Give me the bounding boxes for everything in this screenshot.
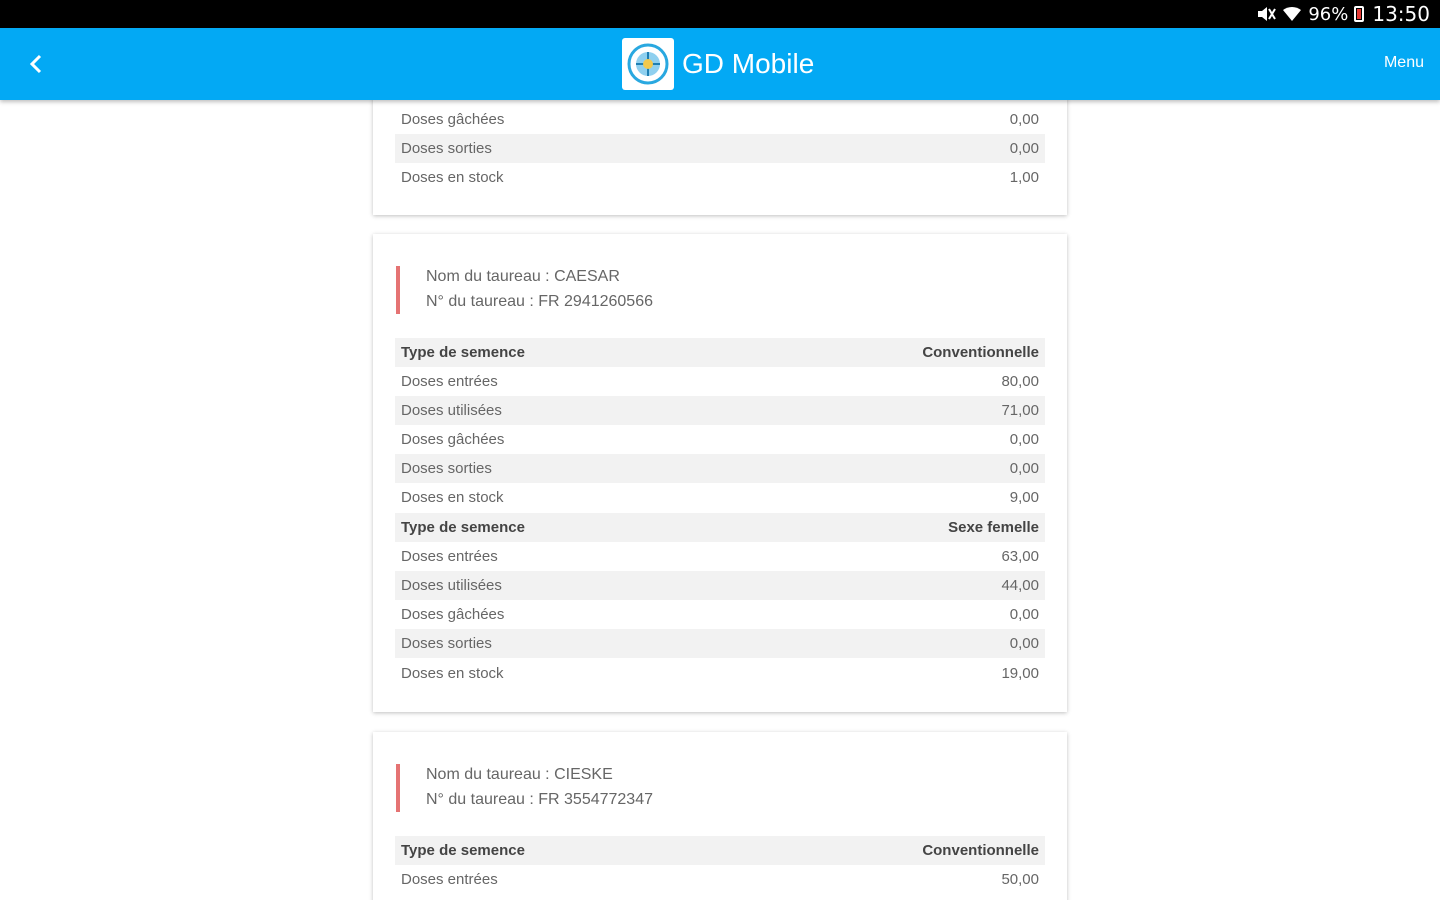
bull-accent-bar <box>396 266 400 314</box>
stock-row <box>395 367 1045 396</box>
chevron-left-icon <box>28 53 44 75</box>
row-value: 9,00 <box>1009 489 1039 506</box>
stock-row <box>395 454 1045 483</box>
row-label: Doses entrées <box>401 548 498 565</box>
stock-row <box>395 571 1045 600</box>
menu-button[interactable]: Menu <box>1383 54 1424 71</box>
semen-type-row <box>395 513 1045 542</box>
row-value: 71,00 <box>1001 402 1039 419</box>
semen-type-value: Sexe femelle <box>948 519 1039 536</box>
stock-row <box>395 600 1045 629</box>
bull-accent-bar <box>396 764 400 812</box>
row-label: Doses utilisées <box>401 577 502 594</box>
row-value: 63,00 <box>1001 548 1039 565</box>
status-bar <box>0 0 1440 28</box>
bull-name: Nom du taureau : CAESAR <box>426 268 620 285</box>
app-logo <box>622 38 674 90</box>
bull-name: Nom du taureau : CIESKE <box>426 766 613 783</box>
row-label: Doses sorties <box>401 140 492 157</box>
semen-type-row <box>395 836 1045 865</box>
stock-row <box>395 105 1045 134</box>
bull-number: N° du taureau : FR 2941260566 <box>426 293 653 310</box>
row-value: 0,00 <box>1009 606 1039 623</box>
stock-row <box>395 542 1045 571</box>
row-label: Doses gâchées <box>401 606 505 623</box>
row-label: Doses sorties <box>401 460 492 477</box>
brand <box>622 38 814 90</box>
row-value: 19,00 <box>1001 665 1039 682</box>
stock-row <box>395 865 1045 894</box>
row-value: 50,00 <box>1001 871 1039 888</box>
stock-row <box>395 396 1045 425</box>
mute-icon <box>1256 5 1276 23</box>
app-bar <box>0 28 1440 100</box>
row-value: 44,00 <box>1001 577 1039 594</box>
semen-type-label: Type de semence <box>401 842 525 859</box>
row-label: Doses gâchées <box>401 431 505 448</box>
row-value: 0,00 <box>1009 635 1039 652</box>
stock-row <box>395 483 1045 512</box>
stock-row <box>395 659 1045 688</box>
bull-card <box>373 234 1067 712</box>
row-label: Doses en stock <box>401 665 504 682</box>
semen-type-value: Conventionnelle <box>922 344 1039 361</box>
battery-icon <box>1354 6 1364 22</box>
row-label: Doses en stock <box>401 169 504 186</box>
semen-type-label: Type de semence <box>401 344 525 361</box>
stock-row <box>395 629 1045 658</box>
stock-row <box>395 163 1045 192</box>
wifi-icon <box>1282 5 1302 23</box>
semen-type-label: Type de semence <box>401 519 525 536</box>
row-value: 1,00 <box>1009 169 1039 186</box>
battery-percent: 96% <box>1308 3 1349 25</box>
stock-list[interactable] <box>0 100 1440 900</box>
row-value: 0,00 <box>1009 431 1039 448</box>
row-label: Doses entrées <box>401 373 498 390</box>
clock: 13:50 <box>1372 2 1430 26</box>
stock-row <box>395 425 1045 454</box>
semen-type-row <box>395 338 1045 367</box>
row-value: 0,00 <box>1009 140 1039 157</box>
row-value: 0,00 <box>1009 111 1039 128</box>
row-label: Doses utilisées <box>401 402 502 419</box>
row-label: Doses gâchées <box>401 111 505 128</box>
row-label: Doses sorties <box>401 635 492 652</box>
semen-type-value: Conventionnelle <box>922 842 1039 859</box>
app-title: GD Mobile <box>682 48 815 79</box>
row-label: Doses entrées <box>401 871 498 888</box>
globe-logo-icon <box>626 42 670 86</box>
row-value: 0,00 <box>1009 460 1039 477</box>
bull-number: N° du taureau : FR 3554772347 <box>426 791 653 808</box>
back-button[interactable] <box>18 46 54 82</box>
row-label: Doses en stock <box>401 489 504 506</box>
stock-row <box>395 134 1045 163</box>
bull-card <box>373 100 1067 215</box>
bull-card <box>373 732 1067 900</box>
row-value: 80,00 <box>1001 373 1039 390</box>
